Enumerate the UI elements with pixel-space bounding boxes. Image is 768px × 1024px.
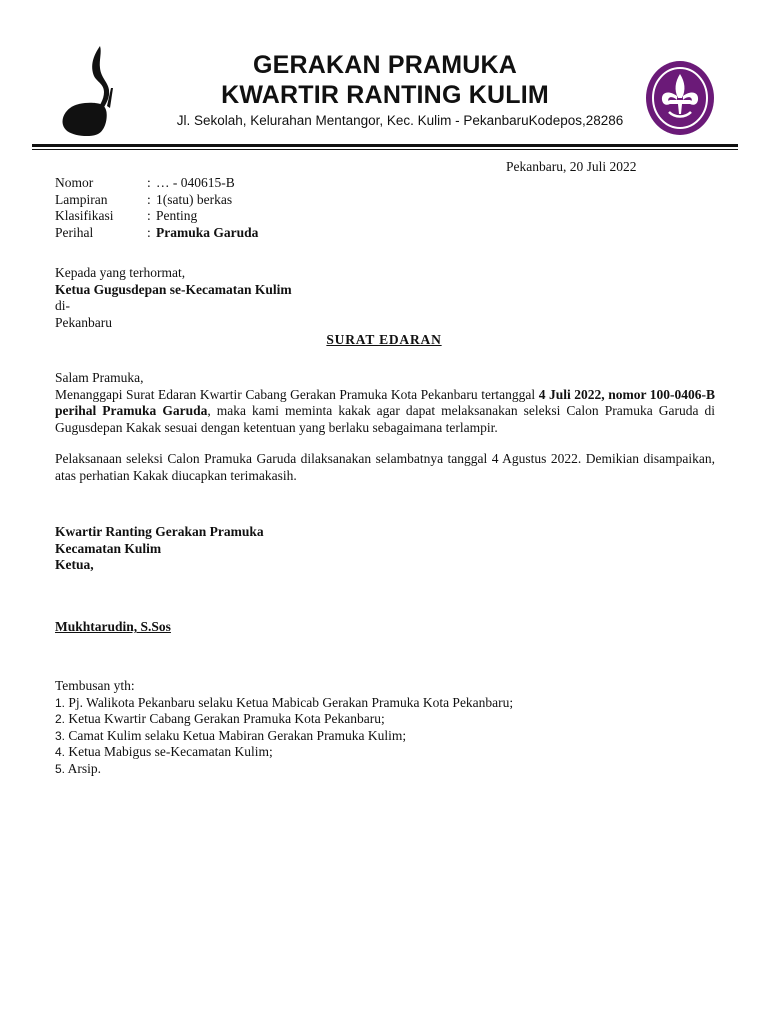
meta-separator: : bbox=[147, 208, 151, 224]
cc-item bbox=[55, 744, 513, 761]
body-p1-text: Menanggapi Surat Edaran Kwartir Cabang Gerakan Pramuka Kota Pekanbaru tertanggal bbox=[55, 386, 539, 402]
letterhead-title-line2: KWARTIR RANTING KULIM bbox=[221, 81, 549, 109]
addressee-greeting: Kepada yang terhormat, bbox=[55, 265, 186, 280]
letter-body bbox=[55, 370, 715, 484]
world-scout-emblem-logo bbox=[645, 60, 715, 136]
cc-item-text: Ketua Mabigus se-Kecamatan Kulim; bbox=[68, 744, 273, 759]
cc-item-number: 5. bbox=[55, 761, 66, 776]
meta-value: Pramuka Garuda bbox=[156, 224, 259, 240]
cc-item-number: 2. bbox=[55, 712, 66, 726]
tunas-kelapa-logo bbox=[60, 44, 118, 136]
letter-meta bbox=[55, 175, 258, 241]
signer-name: Mukhtarudin, S.Sos bbox=[55, 619, 171, 634]
meta-value: 1(satu) berkas bbox=[156, 191, 233, 207]
letterhead-address: Jl. Sekolah, Kelurahan Mentangor, Kec. Kulim - PekanbaruKodepos,28286 bbox=[176, 113, 624, 128]
signature-line1: Kwartir Ranting Gerakan Pramuka bbox=[55, 524, 264, 539]
meta-row-klasifikasi bbox=[55, 208, 258, 225]
body-p1-text-continued: , maka kami meminta kakak agar dapat melaksanakan seleksi Calon Pramuka Garuda di Gugusdepan Kakak sesuai dengan ketentuan yang berlaku sebagaimana terlampir. bbox=[55, 403, 715, 435]
cc-item-number: 4. bbox=[55, 745, 66, 759]
addressee-recipient: Ketua Gugusdepan se-Kecamatan Kulim bbox=[55, 281, 292, 297]
cc-item-text: Pj. Walikota Pekanbaru selaku Ketua Mabicab Gerakan Pramuka Kota Pekanbaru; bbox=[68, 694, 514, 710]
meta-label: Perihal bbox=[55, 224, 94, 240]
meta-separator: : bbox=[147, 224, 151, 240]
meta-value: Penting bbox=[156, 208, 198, 224]
signature-line2: Kecamatan Kulim bbox=[55, 540, 162, 556]
meta-row-lampiran bbox=[55, 192, 258, 209]
cc-list bbox=[55, 695, 513, 778]
cc-item bbox=[55, 695, 513, 712]
signature-line3: Ketua, bbox=[55, 557, 94, 572]
body-paragraph-2: Pelaksanaan seleksi Calon Pramuka Garuda dilaksanakan selambatnya tanggal 4 Agustus 2022. Demikian disampaikan, atas perhatian Kakak diucapkan terimakasih. bbox=[55, 451, 715, 483]
letter-subject: SURAT EDARAN bbox=[326, 332, 442, 347]
cc-item-text: Arsip. bbox=[67, 760, 102, 776]
cc-heading: Tembusan yth: bbox=[55, 678, 135, 693]
meta-separator: : bbox=[147, 175, 151, 190]
cc-item-number: 3. bbox=[55, 728, 66, 743]
addressee-block bbox=[55, 265, 292, 331]
addressee-di: di- bbox=[55, 298, 70, 313]
cc-item bbox=[55, 711, 513, 728]
letterhead-title-line1: GERAKAN PRAMUKA bbox=[252, 51, 518, 79]
letter-date: Pekanbaru, 20 Juli 2022 bbox=[506, 159, 637, 174]
meta-row-perihal bbox=[55, 225, 258, 242]
body-salutation: Salam Pramuka, bbox=[55, 370, 144, 385]
meta-value: … - 040615-B bbox=[156, 175, 235, 190]
body-paragraph-1 bbox=[55, 387, 715, 437]
addressee-place: Pekanbaru bbox=[55, 314, 112, 330]
cc-item-text: Camat Kulim selaku Ketua Mabiran Gerakan Pramuka Kulim; bbox=[68, 727, 407, 743]
meta-row-nomor bbox=[55, 175, 258, 192]
meta-label: Klasifikasi bbox=[55, 208, 114, 224]
letterhead-rule-thin bbox=[32, 149, 738, 150]
cc-block bbox=[55, 678, 513, 777]
cc-item-number: 1. bbox=[55, 695, 66, 710]
meta-separator: : bbox=[147, 191, 151, 207]
letterhead-rule-thick bbox=[32, 144, 738, 147]
meta-label: Lampiran bbox=[55, 191, 108, 207]
cc-item bbox=[55, 728, 513, 745]
signature-block bbox=[55, 524, 264, 574]
letterhead bbox=[130, 50, 640, 130]
meta-label: Nomor bbox=[55, 175, 94, 190]
cc-item-text: Ketua Kwartir Cabang Gerakan Pramuka Kota Pekanbaru; bbox=[68, 711, 385, 726]
cc-item bbox=[55, 761, 513, 778]
body-p1-reference: 4 Juli 2022, nomor 100-0406-B perihal Pramuka Garuda bbox=[55, 386, 716, 418]
